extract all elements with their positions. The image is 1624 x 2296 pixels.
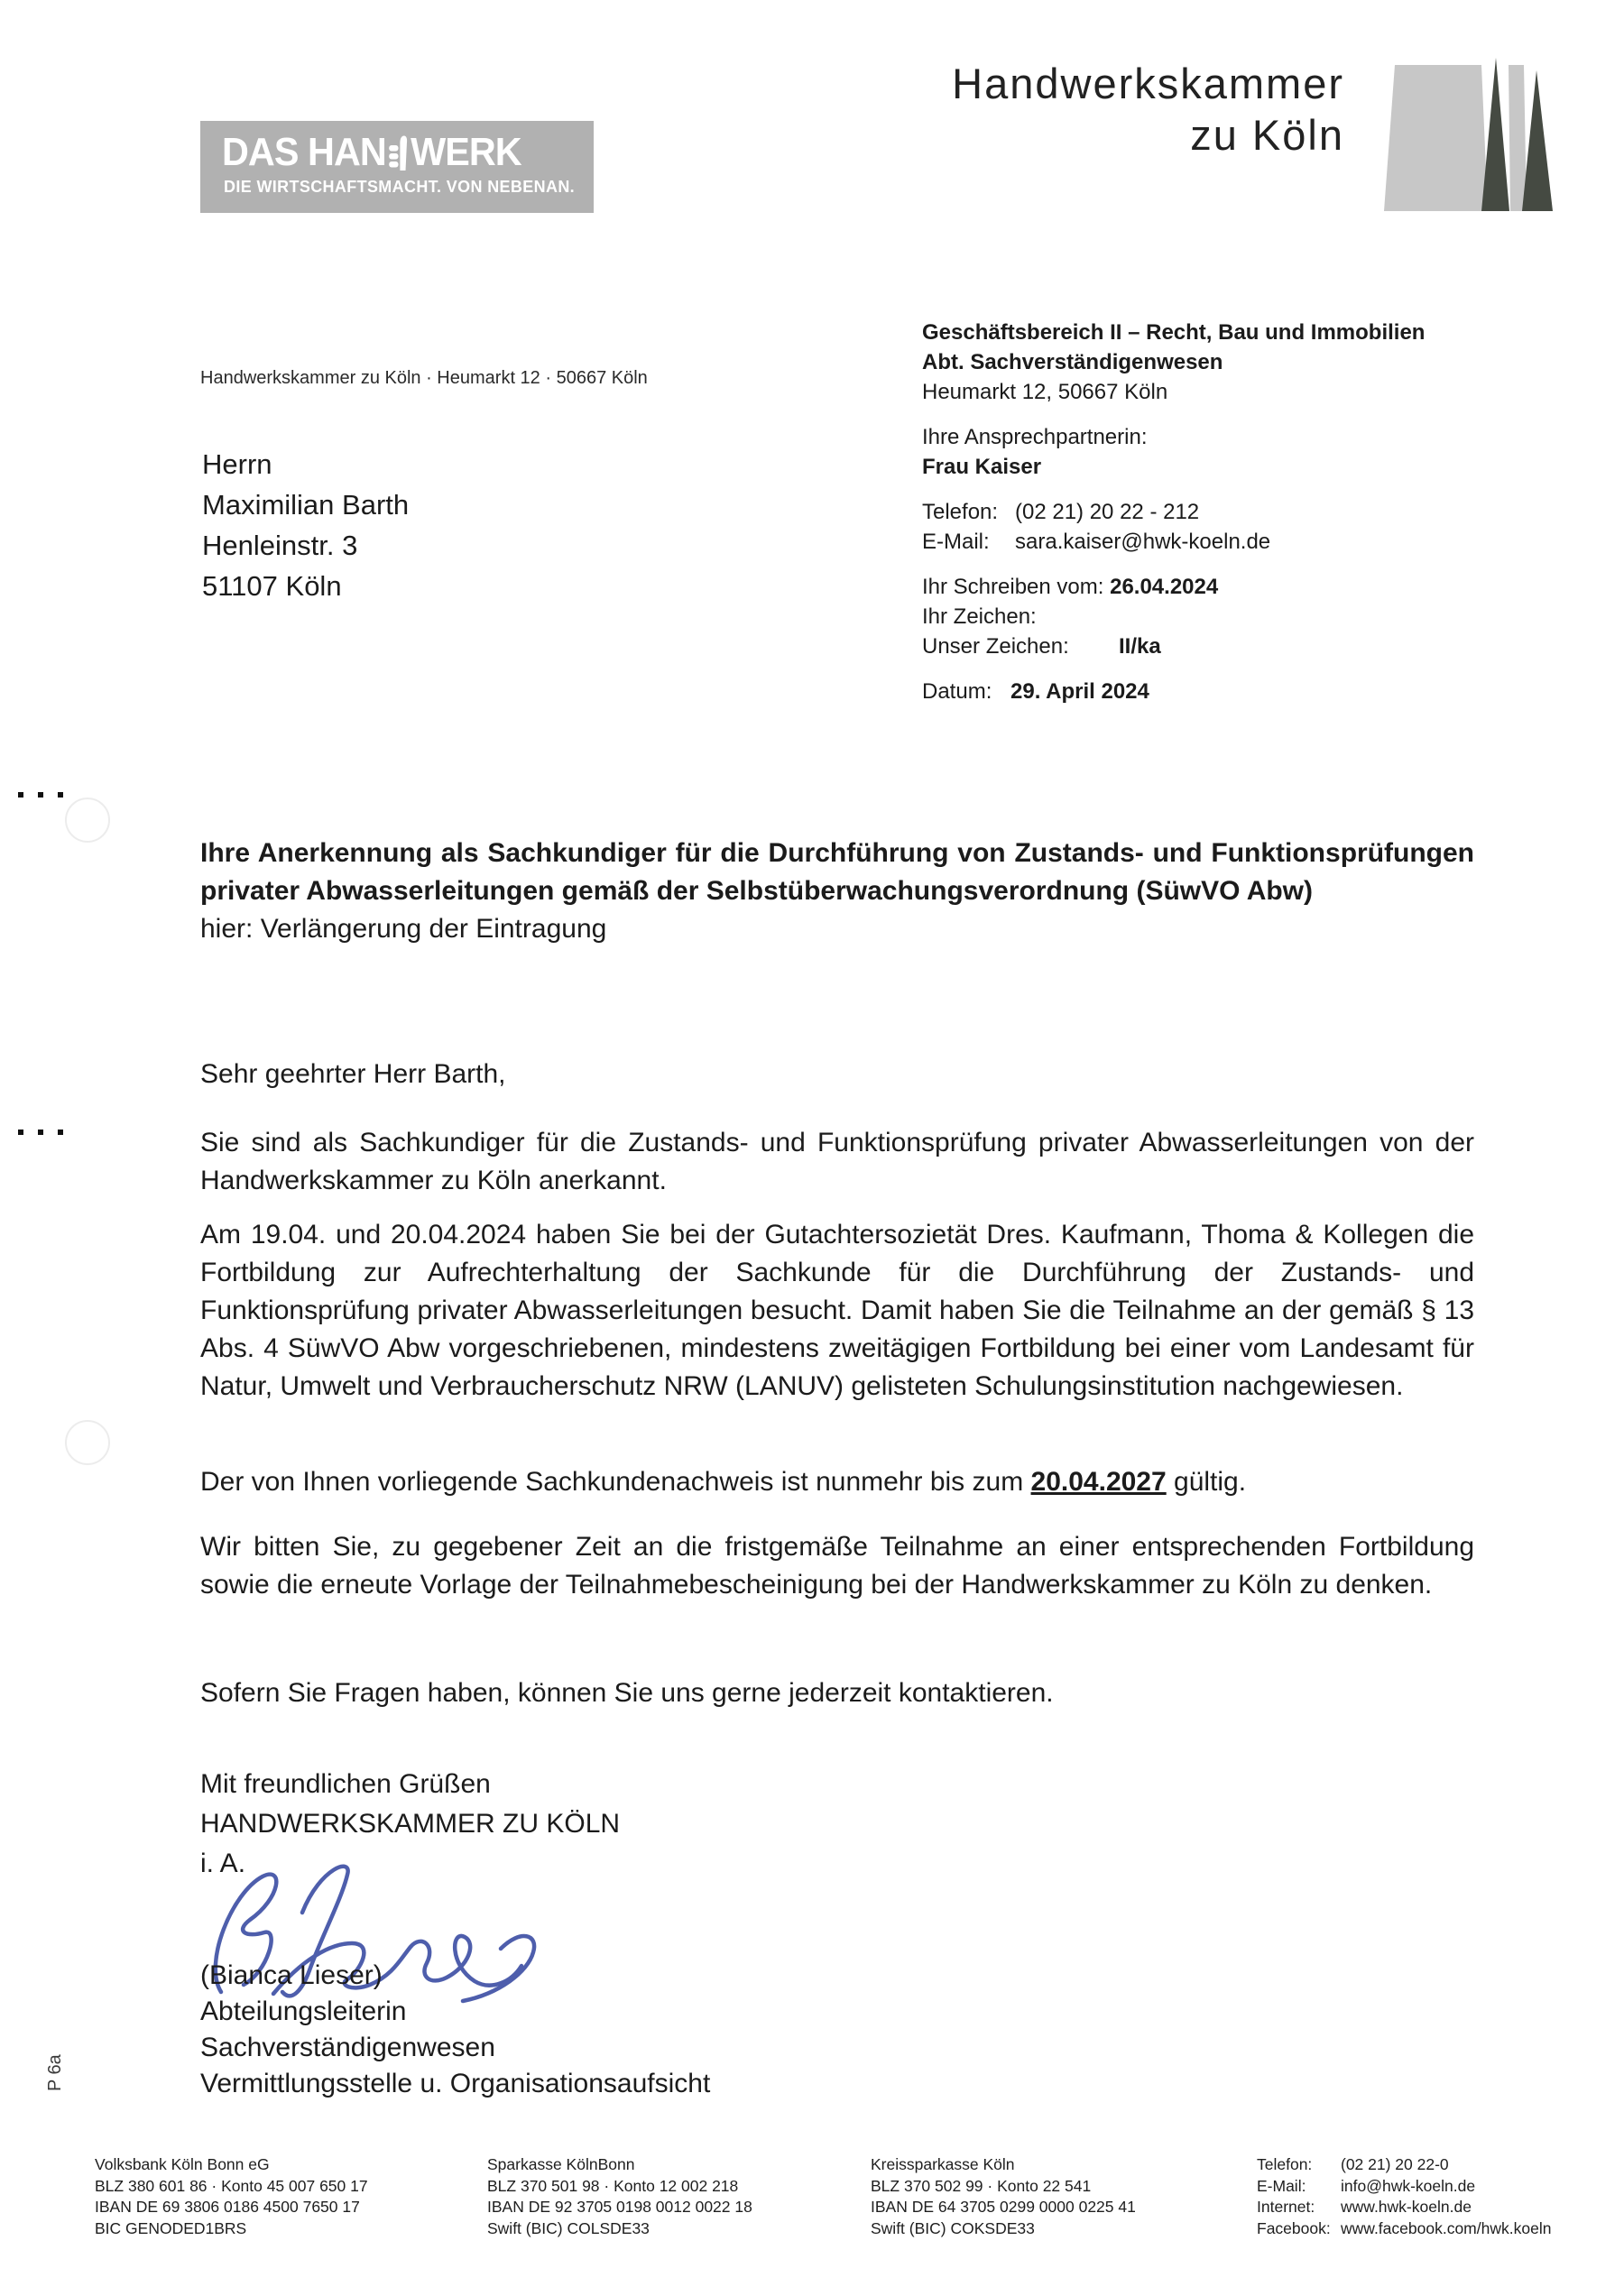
your-letter-date: 26.04.2024	[1110, 575, 1219, 599]
footer-facebook-value: www.facebook.com/hwk.koeln	[1341, 2218, 1552, 2237]
phone-row	[922, 497, 1463, 527]
recipient-street: Henleinstr. 3	[202, 530, 358, 561]
campaign-logo-tagline: DIE WIRTSCHAFTSMACHT. VON NEBENAN.	[224, 177, 576, 196]
email-row	[922, 527, 1463, 557]
our-ref-row	[922, 632, 1463, 661]
thumbs-up-icon	[387, 134, 410, 181]
campaign-logo	[200, 121, 594, 213]
paragraph-3-post: gültig.	[1166, 1467, 1247, 1497]
org-name-line1: Handwerkskammer	[952, 60, 1344, 107]
bank1-iban: IBAN DE 69 3806 0186 4500 7650 17	[95, 2198, 360, 2216]
email-label: E-Mail:	[922, 530, 990, 554]
footer-facebook-label: Facebook:	[1257, 2218, 1331, 2237]
form-code-vertical: P 6a	[45, 2054, 65, 2091]
bank2-iban: IBAN DE 92 3705 0198 0012 0022 18	[487, 2198, 752, 2216]
subject-text: Ihre Anerkennung als Sachkundiger für die Durchführung von Zustands- und Funktionsprüfungen privater Abwasserleitungen gemäß der Selbstüberwachungsverordnung (SüwVO Abw)	[200, 838, 1474, 906]
fold-mark-dots-top	[18, 792, 63, 798]
your-ref-row	[922, 602, 1463, 632]
your-ref-label: Ihr Zeichen:	[922, 604, 1037, 629]
division-dept: Abt. Sachverständigenwesen	[922, 350, 1223, 374]
paragraph-3-pre: Der von Ihnen vorliegende Sachkundenachweis ist nunmehr bis zum	[200, 1467, 1031, 1497]
org-wordmark	[803, 58, 1344, 161]
bank-column-2	[487, 2154, 752, 2239]
footer-contact-column	[1257, 2154, 1551, 2239]
bank-column-3	[871, 2154, 1136, 2239]
footer-internet-label: Internet:	[1257, 2198, 1315, 2216]
footer-email-value: info@hwk-koeln.de	[1341, 2176, 1476, 2195]
bank3-blz: BLZ 370 502 99 · Konto 22 541	[871, 2176, 1092, 2195]
punch-hole-top	[65, 798, 110, 843]
your-letter-label: Ihr Schreiben vom:	[922, 575, 1104, 599]
signer-role-2: Sachverständigenwesen	[200, 2033, 495, 2062]
paragraph-2: Am 19.04. und 20.04.2024 haben Sie bei der Gutachtersozietät Dres. Kaufmann, Thoma & Kollegen die Fortbildung zur Aufrechterhaltung der Sachkunde für die Durchführung der Zustands- und Funktionsprüfung privater Abwasserleitungen besucht. Damit haben Sie die Teilnahme an der gemäß § 13 Abs. 4 SüwVO Abw vorgeschriebenen, mindestens zweitägigen Fortbildung bei einer vom Landesamt für Natur, Umwelt und Verbraucherschutz NRW (LANUV) gelisteten Schulungsinstitution nachgewiesen.	[200, 1220, 1474, 1401]
date-label: Datum:	[922, 679, 992, 704]
bank-column-1	[95, 2154, 368, 2239]
punch-hole-middle	[65, 1420, 110, 1465]
recipient-name: Maximilian Barth	[202, 489, 410, 521]
closing-ia: i. A.	[200, 1849, 246, 1878]
signer-role-3: Vermittlungsstelle u. Organisationsaufsicht	[200, 2069, 711, 2098]
footer-phone-label: Telefon:	[1257, 2155, 1313, 2173]
phone-label: Telefon:	[922, 500, 999, 524]
footer-phone-row	[1257, 2154, 1551, 2176]
info-block	[922, 318, 1463, 706]
campaign-logo-title-left: DAS HAN	[222, 130, 386, 174]
bank3-bic: Swift (BIC) COKSDE33	[871, 2218, 1035, 2237]
paragraph-4: Wir bitten Sie, zu gegebener Zeit an die fristgemäße Teilnahme an einer entsprechenden Fortbildung sowie die erneute Vorlage der Teilnahmebescheinigung bei der Handwerkskammer zu Köln zu denken.	[200, 1532, 1474, 1600]
our-ref-value: II/ka	[1119, 634, 1161, 659]
our-ref-label: Unser Zeichen:	[922, 634, 1069, 659]
bank3-name: Kreissparkasse Köln	[871, 2155, 1015, 2173]
division-address: Heumarkt 12, 50667 Köln	[922, 380, 1168, 404]
date-row	[922, 677, 1463, 706]
division-title: Geschäftsbereich II – Recht, Bau und Immobilien	[922, 320, 1426, 345]
recipient-salutation: Herrn	[202, 448, 272, 480]
campaign-logo-title-right: WERK	[411, 130, 521, 174]
signer-block	[200, 1958, 1474, 2102]
bank1-name: Volksbank Köln Bonn eG	[95, 2155, 270, 2173]
email-value: sara.kaiser@hwk-koeln.de	[1015, 530, 1271, 554]
footer-internet-row	[1257, 2197, 1551, 2218]
date-value: 29. April 2024	[1010, 679, 1149, 704]
org-name-line2: zu Köln	[1190, 111, 1344, 159]
footer-facebook-row	[1257, 2218, 1551, 2240]
contact-person-label: Ihre Ansprechpartnerin:	[922, 425, 1148, 449]
valid-until-date: 20.04.2027	[1030, 1467, 1167, 1497]
footer-email-label: E-Mail:	[1257, 2176, 1306, 2195]
bank2-name: Sparkasse KölnBonn	[487, 2155, 635, 2173]
signer-role-1: Abteilungsleiterin	[200, 1996, 407, 2026]
cathedral-spires-logo	[1382, 56, 1554, 223]
recipient-city: 51107 Köln	[202, 570, 342, 602]
contact-person-name: Frau Kaiser	[922, 455, 1042, 479]
subject-addendum: hier: Verlängerung der Eintragung	[200, 914, 607, 944]
closing-org: HANDWERKSKAMMER ZU KÖLN	[200, 1809, 621, 1839]
subject-block	[200, 834, 1474, 948]
your-letter-row	[922, 572, 1463, 602]
fold-mark-dots-middle	[18, 1130, 63, 1135]
signer-name: (Bianca Lieser)	[200, 1960, 383, 1990]
closing-greeting: Mit freundlichen Grüßen	[200, 1769, 491, 1799]
salutation: Sehr geehrter Herr Barth,	[200, 1059, 506, 1089]
paragraph-3	[200, 1463, 1474, 1501]
footer-phone-value: (02 21) 20 22-0	[1341, 2155, 1449, 2173]
bank1-blz: BLZ 380 601 86 · Konto 45 007 650 17	[95, 2176, 368, 2195]
footer-email-row	[1257, 2176, 1551, 2198]
recipient-address	[202, 444, 409, 606]
campaign-logo-title	[222, 130, 521, 181]
paragraph-1: Sie sind als Sachkundiger für die Zustands- und Funktionsprüfung privater Abwasserleitungen von der Handwerkskammer zu Köln anerkannt.	[200, 1128, 1474, 1195]
bank2-bic: Swift (BIC) COLSDE33	[487, 2218, 650, 2237]
sender-return-address: Handwerkskammer zu Köln · Heumarkt 12 · 50667 Köln	[200, 368, 648, 388]
phone-value: (02 21) 20 22 - 212	[1015, 500, 1200, 524]
paragraph-5: Sofern Sie Fragen haben, können Sie uns gerne jederzeit kontaktieren.	[200, 1678, 1054, 1708]
bank2-blz: BLZ 370 501 98 · Konto 12 002 218	[487, 2176, 739, 2195]
bank1-bic: BIC GENODED1BRS	[95, 2218, 247, 2237]
footer-internet-value: www.hwk-koeln.de	[1341, 2198, 1472, 2216]
bank3-iban: IBAN DE 64 3705 0299 0000 0225 41	[871, 2198, 1136, 2216]
